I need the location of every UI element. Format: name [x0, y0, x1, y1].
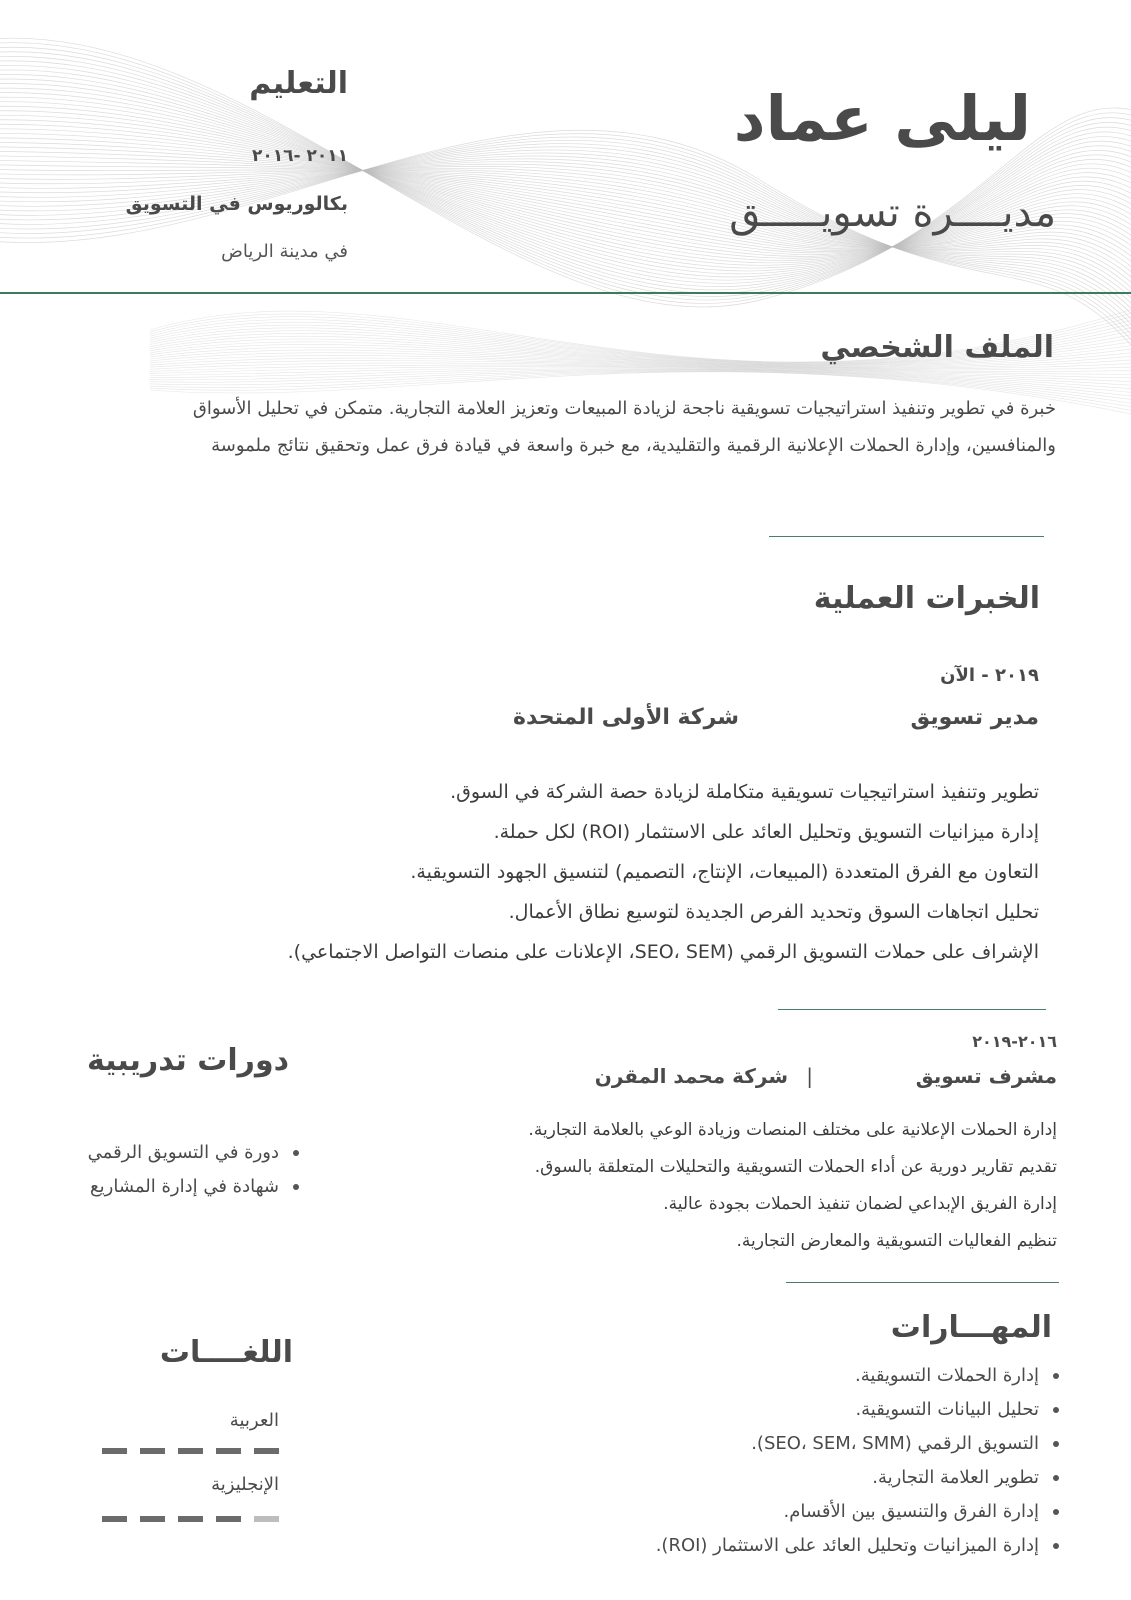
education-date: ٢٠١١ -٢٠١٦ — [251, 146, 348, 166]
language-level-segment — [140, 1516, 165, 1522]
profile-text: خبرة في تطوير وتنفيذ استراتيجيات تسويقية ناجحة لزيادة المبيعات وتعزيز العلامة التجارية. متمكن في تحليل الأسواق والمنافسين، وإدارة الحملات الإعلانية الرقمية والتقليدية، مع خبرة واسعة في قيادة فرق عمل وتحقيق نتائج ملموسة — [192, 398, 1056, 456]
job-1-role: مدير تسويق — [910, 705, 1039, 730]
job-divider — [778, 1009, 1046, 1010]
list-item: إدارة الفريق الإبداعي لضمان تنفيذ الحملات بجودة عالية. — [663, 1194, 1057, 1214]
language-level-segment — [216, 1516, 241, 1522]
list-item: إدارة الميزانيات وتحليل العائد على الاستثمار (ROI). — [656, 1529, 1061, 1563]
job-title: مديــــرة تسويـــــق — [729, 190, 1056, 236]
job-2-company: شركة محمد المقرن — [594, 1064, 788, 1088]
list-item: تحليل اتجاهات السوق وتحديد الفرص الجديدة لتوسيع نطاق الأعمال. — [508, 901, 1039, 923]
language-level-segment — [216, 1448, 241, 1454]
list-item: التسويق الرقمي (SEO، SEM، SMM). — [656, 1427, 1061, 1461]
list-item: تحليل البيانات التسويقية. — [656, 1393, 1061, 1427]
list-item: تنظيم الفعاليات التسويقية والمعارض التجارية. — [736, 1231, 1057, 1251]
job-1-duties — [288, 772, 1039, 972]
list-item: التعاون مع الفرق المتعددة (المبيعات، الإنتاج، التصميم) لتنسيق الجهود التسويقية. — [410, 861, 1039, 883]
list-item: تقديم تقارير دورية عن أداء الحملات التسويقية والتحليلات المتعلقة بالسوق. — [534, 1157, 1057, 1177]
education-place: في مدينة الرياض — [221, 241, 348, 262]
education-degree: بكالوريوس في التسويق — [125, 193, 348, 215]
language-level-segment — [102, 1448, 127, 1454]
languages-title: اللغــــات — [159, 1335, 293, 1370]
list-item: إدارة الحملات الإعلانية على مختلف المنصات وزيادة الوعي بالعلامة التجارية. — [528, 1120, 1057, 1140]
language-level-bar — [102, 1516, 279, 1522]
job-2-role: مشرف تسويق — [915, 1064, 1057, 1088]
skills-title: المهـــارات — [890, 1310, 1052, 1345]
education-title: التعليم — [249, 66, 348, 101]
language-name: العربية — [229, 1410, 279, 1431]
courses-title: دورات تدريبية — [86, 1043, 289, 1078]
list-item: تطوير وتنفيذ استراتيجيات تسويقية متكاملة لزيادة حصة الشركة في السوق. — [450, 781, 1039, 803]
list-item: الإشراف على حملات التسويق الرقمي (SEO، SEM، الإعلانات على منصات التواصل الاجتماعي). — [287, 941, 1039, 963]
skills-divider — [786, 1282, 1059, 1283]
profile-divider — [769, 536, 1044, 537]
list-item: إدارة الحملات التسويقية. — [656, 1359, 1061, 1393]
courses-list — [88, 1136, 301, 1204]
skills-list — [656, 1359, 1061, 1563]
language-level-segment — [178, 1516, 203, 1522]
list-item: دورة في التسويق الرقمي — [88, 1136, 301, 1170]
language-level-segment — [254, 1448, 279, 1454]
experience-title: الخبرات العملية — [813, 581, 1040, 616]
job-2-separator: | — [806, 1064, 813, 1088]
candidate-name: ليلى عماد — [733, 82, 1031, 155]
language-level-segment — [178, 1448, 203, 1454]
language-level-segment — [254, 1516, 279, 1522]
language-level-bar — [102, 1448, 279, 1454]
job-1-company: شركة الأولى المتحدة — [513, 705, 739, 730]
job-2-duties — [528, 1112, 1057, 1260]
language-level-segment — [102, 1516, 127, 1522]
job-1-date: ٢٠١٩ - الآن — [940, 665, 1039, 686]
list-item: إدارة ميزانيات التسويق وتحليل العائد على الاستثمار (ROI) لكل حملة. — [493, 821, 1039, 843]
list-item: إدارة الفرق والتنسيق بين الأقسام. — [656, 1495, 1061, 1529]
language-level-segment — [140, 1448, 165, 1454]
list-item: تطوير العلامة التجارية. — [656, 1461, 1061, 1495]
job-2-date: ٢٠١٦-٢٠١٩ — [972, 1032, 1057, 1051]
profile-title: الملف الشخصي — [820, 330, 1054, 365]
list-item: شهادة في إدارة المشاريع — [88, 1170, 301, 1204]
header-divider — [0, 292, 1131, 294]
language-name: الإنجليزية — [211, 1474, 279, 1495]
